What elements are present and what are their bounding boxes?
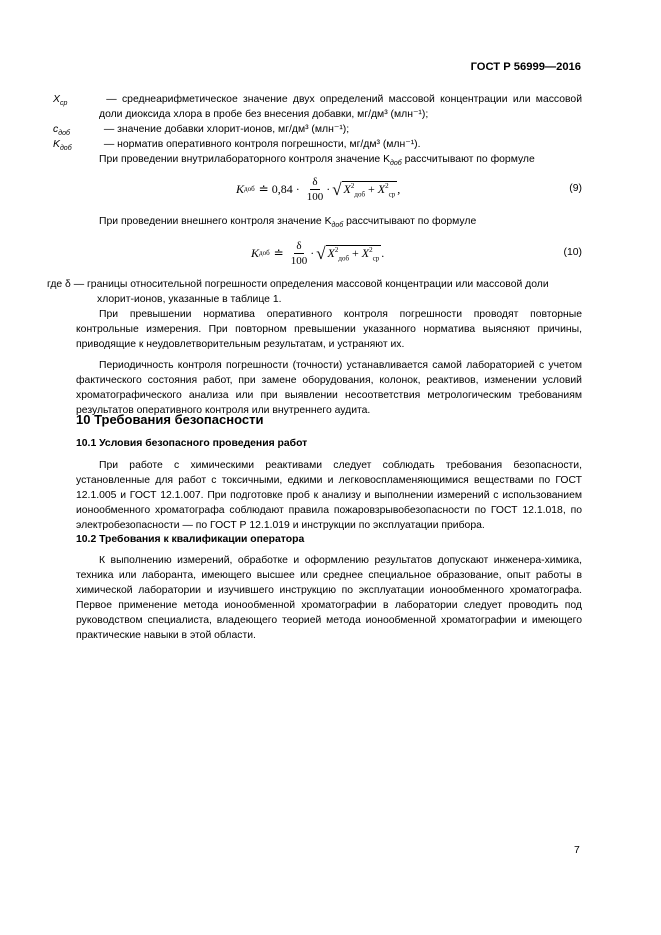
external-control-paragraph: [76, 214, 582, 229]
formula-tail: .: [381, 245, 385, 260]
square-root: √ $X^2_{доб} + X^2_{ср}$: [316, 243, 380, 263]
definition-text: — значение добавки хлорит-ионов, мг/дм³ (млн⁻¹);: [103, 124, 350, 135]
where-delta-continuation: хлорит-ионов, указанные в таблице 1.: [97, 294, 282, 305]
standard-header: ГОСТ Р 56999—2016: [470, 61, 581, 73]
where-delta-line: где δ — границы относительной погрешности определения массовой концентрации или массовой доли: [47, 279, 549, 290]
equation-number: (10): [563, 247, 582, 258]
subsection-title: 10.2 Требования к квалификации оператора: [76, 534, 305, 545]
safety-paragraph: При работе с химическими реактивами следует соблюдать требования безопасности, установленные для работ с токсичными, едкими и легковоспламеняющимися веществами по ГОСТ 12.1.005 и ГОСТ 12.1.007. При подготовке проб к анализу и выполнении измерений с использованием ионообменного хроматографа соблюдают правила пожаровзрывобезопасности по ГОСТ 12.1.018, по электробезопасности — по ГОСТ Р 12.1.019 и инструкции по эксплуатации прибора.: [76, 460, 582, 531]
page-number: 7: [574, 845, 580, 856]
definition-symbol-sub: доб: [58, 130, 70, 138]
internal-control-tail: рассчитывают по формуле: [401, 154, 535, 165]
formula-9: K доб ≐ 0,84 · $\frac{\delta}{100}$ · √ $X^2_{доб} + X^2_{ср}$ , (9): [236, 175, 582, 203]
radicand-term-sub: доб: [354, 190, 366, 199]
radicand-term: X: [377, 182, 386, 196]
control-paragraphs: [76, 307, 582, 418]
external-control-tail: рассчитывают по формуле: [343, 216, 477, 227]
formula-lhs: K: [236, 181, 245, 196]
formula-tail: ,: [397, 181, 401, 196]
fraction-numerator: δ: [296, 239, 302, 252]
square-root: √ $X^2_{доб} + X^2_{ср}$: [332, 179, 396, 199]
formula-10: K доб ≐ $\frac{\delta}{100}$ · √ $X^2_{доб} + X^2_{ср}$ . (10): [251, 239, 582, 267]
definition-row: [53, 137, 582, 153]
radicand-plus: +: [352, 246, 359, 260]
definition-row: [53, 92, 582, 122]
formula-relation: ≐ 0,84 ·: [258, 181, 300, 196]
radicand-term: X: [327, 246, 335, 260]
radicand-term-sub: ср: [372, 254, 380, 263]
definition-symbol: c: [53, 124, 59, 135]
subsection-body: [76, 553, 582, 643]
external-control-block: [76, 214, 582, 229]
subsection-title: 10.1 Условия безопасного проведения работ: [76, 438, 308, 449]
formula-relation: ≐: [273, 245, 284, 260]
exceed-paragraph: При превышении норматива оперативного контроля погрешности проводят повторные контрольные измерения. При повторном превышении указанного норматива выясняют причины, приводящие к неудовлетворительным результатам, и устраняют их.: [76, 309, 582, 350]
equation-number: (9): [569, 183, 582, 194]
formula-lhs: K: [251, 245, 260, 260]
internal-control-sub: доб: [390, 160, 402, 168]
subsection-body: [76, 458, 582, 533]
definition-symbol-sub: ср: [59, 100, 68, 108]
where-block: [47, 277, 582, 307]
definition-symbol-sub: доб: [59, 145, 72, 153]
fraction-denominator: 100: [290, 254, 308, 267]
definition-text: — норматив оперативного контроля погрешности, мг/дм³ (млн⁻¹).: [103, 139, 421, 150]
definition-row: [53, 122, 582, 138]
internal-control-paragraph: [76, 152, 582, 167]
formula-fraction: [291, 239, 308, 268]
external-control-sub: доб: [331, 222, 344, 230]
internal-control-text: При проведении внутрилабораторного контроля значение K: [99, 154, 391, 165]
radicand-term: X: [361, 246, 370, 260]
fraction-denominator: 100: [306, 190, 324, 203]
fraction-numerator: δ: [312, 175, 318, 188]
external-control-text: При проведении внешнего контроля значение K: [99, 216, 332, 227]
definition-symbol: K: [53, 139, 60, 150]
section-title: 10 Требования безопасности: [76, 412, 264, 427]
radicand-term-sub: доб: [338, 254, 350, 263]
radicand-term-sub: ср: [388, 190, 396, 199]
radicand-plus: +: [368, 182, 375, 196]
radicand-term: X: [343, 182, 351, 196]
definition-symbol: X: [53, 94, 60, 105]
formula-fraction: [307, 175, 324, 204]
definition-text: — среднеарифметическое значение двух определений массовой концентрации или массовой доли диоксида хлора в пробе без внесения добавки, мг/дм³ (млн⁻¹);: [99, 94, 582, 120]
qualification-paragraph: К выполнению измерений, обработке и оформлению результатов допускают инженера-химика, техника или лаборанта, имеющего высшее или среднее специальное образование, опыт работы в химической лаборатории и изучившего инструкцию по эксплуатации ионообменного хроматографа. Первое применение метода ионообменной хроматографии в лаборатории следует проводить под руководством специалиста, владеющего теорией метода ионообменной хроматографии и имеющего практические навыки в этой области.: [76, 555, 582, 641]
periodicity-paragraph: Периодичность контроля погрешности (точности) устанавливается самой лабораторией с учетом фактического состояния работ, при замене оборудования, колонок, реактивов, изменении условий хроматографического анализа или при выявлении несоответствия метрологическим требованиям результатов оперативного контроля или внутреннего аудита.: [76, 360, 582, 416]
definitions-list: [53, 92, 582, 168]
